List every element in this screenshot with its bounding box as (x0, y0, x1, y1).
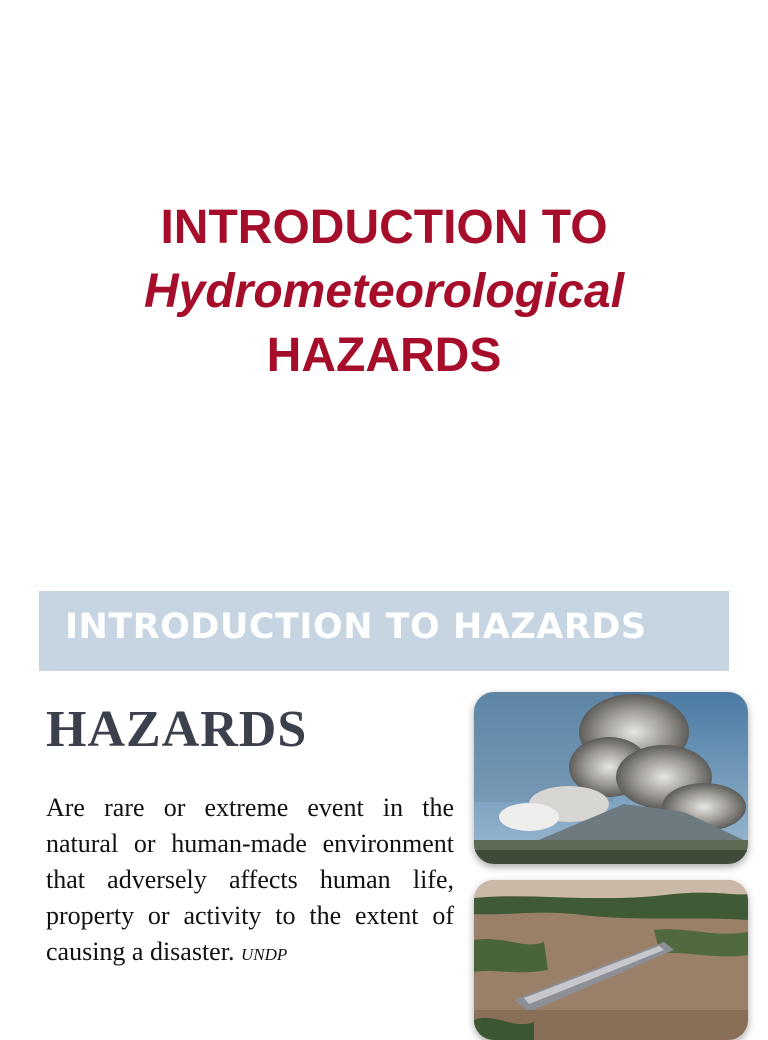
hazards-heading: HAZARDS (46, 701, 308, 758)
section-banner-text: INTRODUCTION TO HAZARDS (65, 607, 647, 647)
title-line-2: Hydrometeorological (143, 265, 625, 318)
volcano-eruption-photo (474, 692, 748, 864)
flood-aerial-photo (474, 880, 748, 1040)
slide-title (0, 196, 768, 388)
definition-text: Are rare or extreme event in the natural or human-made environment that adversely affects human life, property or activity to the extent of causing a disaster. (46, 793, 454, 966)
section-banner (39, 591, 729, 671)
title-line-1: INTRODUCTION TO (160, 201, 608, 254)
definition-source: UNDP (240, 945, 288, 964)
hazard-definition (46, 790, 454, 973)
title-line-3: HAZARDS (266, 329, 502, 382)
